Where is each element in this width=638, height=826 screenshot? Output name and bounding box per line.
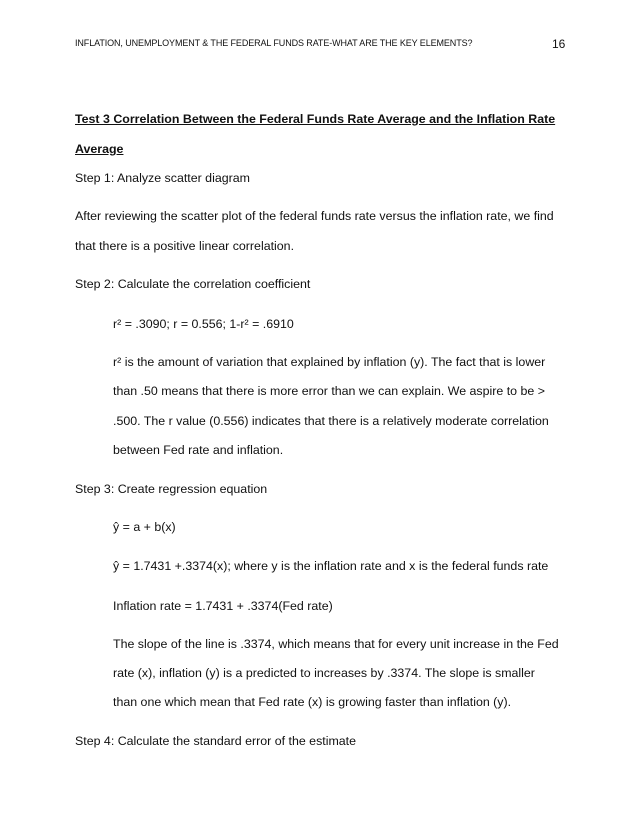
regression-equation-general: ŷ = a + b(x) bbox=[113, 520, 176, 534]
section-heading-line1: Test 3 Correlation Between the Federal Funds Rate Average and the Inflation Rate bbox=[75, 112, 556, 126]
paragraph2-line1: r² is the amount of variation that explained by inflation (y). The fact that is lower bbox=[113, 355, 546, 369]
step4-text: Step 4: Calculate the standard error of the estimate bbox=[75, 734, 357, 748]
step2-text: Step 2: Calculate the correlation coefficient bbox=[75, 277, 311, 291]
paragraph2-line4: between Fed rate and inflation. bbox=[113, 443, 284, 457]
section-heading-line2: Average bbox=[75, 142, 124, 156]
paragraph1-line2: that there is a positive linear correlation. bbox=[75, 239, 295, 253]
regression-equation-named: Inflation rate = 1.7431 + .3374(Fed rate) bbox=[113, 599, 333, 613]
paragraph3-line3: than one which mean that Fed rate (x) is growing faster than inflation (y). bbox=[113, 695, 512, 709]
page-number: 16 bbox=[552, 37, 566, 51]
paragraph2-line3: .500. The r value (0.556) indicates that there is a relatively moderate correlation bbox=[113, 414, 549, 428]
step1-text: Step 1: Analyze scatter diagram bbox=[75, 171, 250, 185]
paragraph3-line1: The slope of the line is .3374, which means that for every unit increase in the Fed bbox=[113, 637, 559, 651]
paragraph2-line2: than .50 means that there is more error than we can explain. We aspire to be > bbox=[113, 384, 545, 398]
step3-text: Step 3: Create regression equation bbox=[75, 482, 268, 496]
paragraph3-line2: rate (x), inflation (y) is a predicted to increases by .3374. The slope is smaller bbox=[113, 666, 535, 680]
running-header: INFLATION, UNEMPLOYMENT & THE FEDERAL FUNDS RATE-WHAT ARE THE KEY ELEMENTS? bbox=[75, 38, 473, 48]
regression-equation-fitted: ŷ = 1.7431 +.3374(x); where y is the inflation rate and x is the federal funds rate bbox=[113, 559, 549, 573]
correlation-stats: r² = .3090; r = 0.556; 1-r² = .6910 bbox=[113, 317, 294, 331]
paragraph1-line1: After reviewing the scatter plot of the federal funds rate versus the inflation rate, we find bbox=[75, 209, 554, 223]
